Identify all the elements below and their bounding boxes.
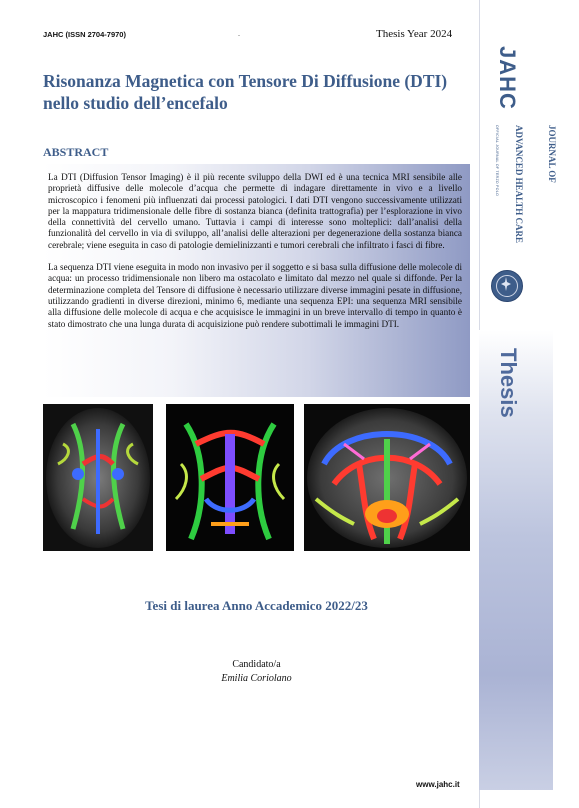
thesis-year-line: Tesi di laurea Anno Accademico 2022/23 (145, 598, 368, 613)
journal-name-line-2: ADVANCED HEALTH CARE (514, 125, 524, 244)
jahc-logo: JAHC (495, 46, 520, 110)
dti-coronal-image (304, 404, 470, 551)
thesis-vertical-label: Thesis (496, 348, 521, 418)
dti-axial-image (43, 404, 153, 551)
journal-name (502, 125, 579, 243)
seal-icon (491, 270, 523, 302)
header-year-label: Thesis Year 2024 (376, 28, 453, 40)
abstract-paragraph-2: La sequenza DTI viene eseguita in modo non invasivo per il soggetto e si basa sulla diffusione delle molecole di acqua: un processo tridimensionale non libero ma ostacolato e limitato dal mezzo nel quale si diffonde. Per la determinazione completa del Tensore di diffusione è necessario utilizzare diverse immagini pesate in diffusione, utilizzando gradienti in diverse direzioni, minimo 6, mediante una sequenza EPI: una sequenza MRI sensibile alla diffusione delle molecole di acqua e che acquisisce le immagini in un breve intervallo di tempo in quanto è stato dimostrato che una lunga durata di acquisizione può rendere subottimali le immagini DTI. (48, 262, 462, 329)
candidate-label: Candidato/a (232, 659, 281, 670)
abstract-heading: ABSTRACT (43, 145, 109, 159)
abstract-text (48, 172, 462, 341)
article-title: Risonanza Magnetica con Tensore Di Diffusione (DTI) nello studio dell’encefalo (43, 71, 448, 113)
abstract-paragraph-1: La DTI (Diffusion Tensor Imaging) è il più recente sviluppo della DWI ed è una tecnica MRI sensibile alle proprietà diffusive delle molecole d’acqua che permette di indagare direttamente in vivo e a livello microscopico i fenomeni più influenzati dai processi patologici. I dati DTI vengono successivamente utilizzati per la mappatura tridimensionale delle fibre di sostanza bianca (definita trattografia) per l’esplorazione in vivo della connettività del cervello umano. Tuttavia i campi di interesse sono molteplici: dall’analisi della funzionalità del cervello in via di sviluppo, all’analisi delle alterazioni per degenerazione della sostanza bianca cerebrale; viene eseguita in caso di patologie demielinizzanti e tumori cerebrali che infiltrato i fasci di fibre. (48, 172, 462, 250)
header-journal-issn: JAHC (ISSN 2704-7970) (43, 30, 126, 39)
jahc-subtitle: OFFICIAL JOURNAL OF TERZO POLO (495, 125, 499, 197)
header-dot: - (238, 33, 240, 39)
candidate-name: Emilia Coriolano (221, 673, 292, 684)
journal-name-line-1: JOURNAL OF (547, 125, 557, 183)
seal-mark (501, 277, 511, 291)
dti-tractography-image (166, 404, 294, 551)
footer-url[interactable]: www.jahc.it (416, 780, 460, 789)
